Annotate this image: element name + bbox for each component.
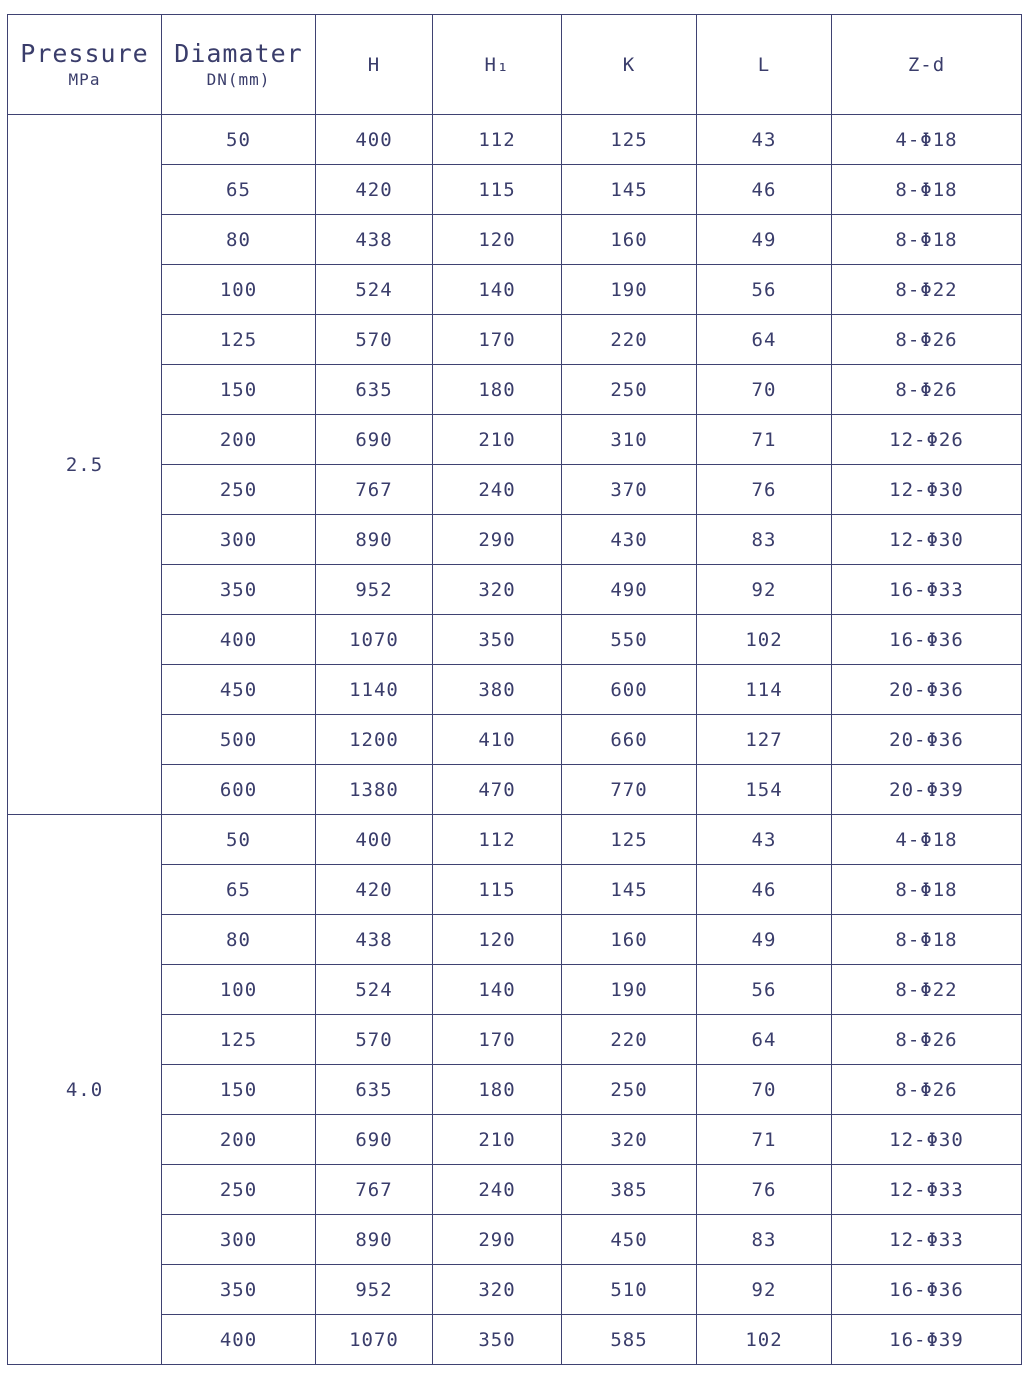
cell-zd: 8-Φ18 [832,215,1022,265]
cell-dn: 350 [162,1265,316,1315]
cell-l: 71 [697,1115,832,1165]
cell-dn: 500 [162,715,316,765]
cell-dn: 450 [162,665,316,715]
cell-k: 430 [562,515,697,565]
cell-zd: 8-Φ26 [832,315,1022,365]
cell-k: 310 [562,415,697,465]
cell-zd: 4-Φ18 [832,815,1022,865]
cell-dn: 300 [162,515,316,565]
cell-h1: 290 [433,1215,562,1265]
cell-zd: 20-Φ36 [832,715,1022,765]
header-h1: H₁ [433,15,562,115]
cell-h: 400 [316,115,433,165]
cell-h: 690 [316,1115,433,1165]
cell-h1: 170 [433,315,562,365]
cell-dn: 300 [162,1215,316,1265]
cell-h1: 112 [433,115,562,165]
cell-h1: 112 [433,815,562,865]
cell-h1: 290 [433,515,562,565]
cell-l: 71 [697,415,832,465]
cell-k: 190 [562,965,697,1015]
cell-dn: 80 [162,915,316,965]
cell-l: 76 [697,465,832,515]
cell-dn: 600 [162,765,316,815]
valve-dimension-table [7,14,1022,1365]
cell-h: 767 [316,465,433,515]
cell-zd: 8-Φ26 [832,1065,1022,1115]
cell-l: 43 [697,115,832,165]
cell-h: 635 [316,365,433,415]
cell-l: 46 [697,865,832,915]
cell-l: 114 [697,665,832,715]
cell-h1: 240 [433,465,562,515]
cell-k: 220 [562,315,697,365]
cell-dn: 250 [162,465,316,515]
pressure-label: Pressure [20,38,149,68]
cell-h1: 350 [433,1315,562,1365]
cell-zd: 8-Φ22 [832,265,1022,315]
cell-l: 102 [697,615,832,665]
cell-h1: 380 [433,665,562,715]
cell-dn: 150 [162,1065,316,1115]
cell-zd: 16-Φ36 [832,1265,1022,1315]
cell-k: 190 [562,265,697,315]
cell-l: 70 [697,365,832,415]
header-zd: Z-d [832,15,1022,115]
cell-dn: 50 [162,815,316,865]
cell-h: 690 [316,415,433,465]
cell-l: 43 [697,815,832,865]
cell-l: 92 [697,565,832,615]
cell-zd: 12-Φ26 [832,415,1022,465]
cell-l: 102 [697,1315,832,1365]
cell-k: 385 [562,1165,697,1215]
cell-zd: 12-Φ33 [832,1215,1022,1265]
cell-k: 145 [562,165,697,215]
cell-zd: 8-Φ18 [832,865,1022,915]
cell-h1: 320 [433,565,562,615]
cell-k: 585 [562,1315,697,1365]
cell-zd: 12-Φ30 [832,465,1022,515]
pressure-cell: 2.5 [8,115,162,815]
cell-h: 890 [316,515,433,565]
cell-l: 56 [697,265,832,315]
cell-h: 1380 [316,765,433,815]
cell-zd: 4-Φ18 [832,115,1022,165]
cell-h: 1070 [316,1315,433,1365]
cell-k: 145 [562,865,697,915]
cell-l: 64 [697,315,832,365]
cell-h1: 410 [433,715,562,765]
cell-zd: 20-Φ39 [832,765,1022,815]
cell-h1: 180 [433,1065,562,1115]
cell-k: 370 [562,465,697,515]
cell-dn: 65 [162,165,316,215]
cell-h: 767 [316,1165,433,1215]
cell-h: 420 [316,165,433,215]
cell-l: 92 [697,1265,832,1315]
cell-h1: 240 [433,1165,562,1215]
header-l: L [697,15,832,115]
cell-h: 952 [316,1265,433,1315]
diameter-unit: DN(mm) [206,69,271,89]
cell-k: 490 [562,565,697,615]
cell-zd: 12-Φ30 [832,1115,1022,1165]
cell-dn: 100 [162,265,316,315]
cell-h1: 180 [433,365,562,415]
cell-l: 76 [697,1165,832,1215]
cell-l: 64 [697,1015,832,1065]
cell-l: 49 [697,215,832,265]
cell-zd: 8-Φ26 [832,365,1022,415]
cell-dn: 400 [162,1315,316,1365]
cell-h: 570 [316,315,433,365]
cell-l: 83 [697,515,832,565]
cell-h: 420 [316,865,433,915]
cell-dn: 80 [162,215,316,265]
cell-h: 635 [316,1065,433,1115]
cell-dn: 350 [162,565,316,615]
cell-h1: 140 [433,965,562,1015]
cell-k: 320 [562,1115,697,1165]
cell-zd: 8-Φ26 [832,1015,1022,1065]
header-pressure [8,15,162,115]
cell-dn: 50 [162,115,316,165]
cell-k: 125 [562,115,697,165]
cell-k: 125 [562,815,697,865]
cell-h: 400 [316,815,433,865]
cell-h1: 170 [433,1015,562,1065]
table-row [8,815,1022,865]
cell-dn: 150 [162,365,316,415]
cell-zd: 16-Φ36 [832,615,1022,665]
cell-h: 570 [316,1015,433,1065]
cell-h: 438 [316,215,433,265]
cell-k: 510 [562,1265,697,1315]
header-h: H [316,15,433,115]
cell-dn: 200 [162,1115,316,1165]
cell-l: 154 [697,765,832,815]
cell-k: 160 [562,215,697,265]
cell-k: 250 [562,1065,697,1115]
cell-k: 450 [562,1215,697,1265]
cell-dn: 100 [162,965,316,1015]
cell-dn: 250 [162,1165,316,1215]
cell-zd: 16-Φ33 [832,565,1022,615]
cell-h1: 120 [433,215,562,265]
cell-k: 160 [562,915,697,965]
pressure-unit: MPa [68,69,101,89]
header-row [8,15,1022,115]
cell-h: 952 [316,565,433,615]
cell-dn: 200 [162,415,316,465]
cell-dn: 65 [162,865,316,915]
cell-h: 524 [316,265,433,315]
cell-k: 770 [562,765,697,815]
cell-h1: 210 [433,415,562,465]
cell-l: 56 [697,965,832,1015]
cell-h: 1200 [316,715,433,765]
cell-zd: 12-Φ30 [832,515,1022,565]
cell-zd: 8-Φ22 [832,965,1022,1015]
cell-h: 1140 [316,665,433,715]
cell-l: 49 [697,915,832,965]
cell-h1: 140 [433,265,562,315]
cell-dn: 125 [162,1015,316,1065]
header-k: K [562,15,697,115]
cell-h: 1070 [316,615,433,665]
cell-h1: 115 [433,165,562,215]
cell-zd: 12-Φ33 [832,1165,1022,1215]
cell-h1: 120 [433,915,562,965]
diameter-label: Diamater [174,38,303,68]
cell-h1: 115 [433,865,562,915]
cell-h1: 350 [433,615,562,665]
cell-h: 524 [316,965,433,1015]
cell-zd: 8-Φ18 [832,915,1022,965]
cell-h1: 470 [433,765,562,815]
cell-zd: 16-Φ39 [832,1315,1022,1365]
cell-h1: 320 [433,1265,562,1315]
cell-dn: 125 [162,315,316,365]
cell-l: 127 [697,715,832,765]
cell-h: 890 [316,1215,433,1265]
cell-h: 438 [316,915,433,965]
cell-dn: 400 [162,615,316,665]
cell-k: 250 [562,365,697,415]
cell-k: 220 [562,1015,697,1065]
cell-h1: 210 [433,1115,562,1165]
cell-l: 70 [697,1065,832,1115]
cell-k: 660 [562,715,697,765]
cell-zd: 20-Φ36 [832,665,1022,715]
cell-k: 600 [562,665,697,715]
cell-zd: 8-Φ18 [832,165,1022,215]
header-diameter [162,15,316,115]
cell-l: 83 [697,1215,832,1265]
cell-k: 550 [562,615,697,665]
pressure-cell: 4.0 [8,815,162,1365]
table-row [8,115,1022,165]
cell-l: 46 [697,165,832,215]
